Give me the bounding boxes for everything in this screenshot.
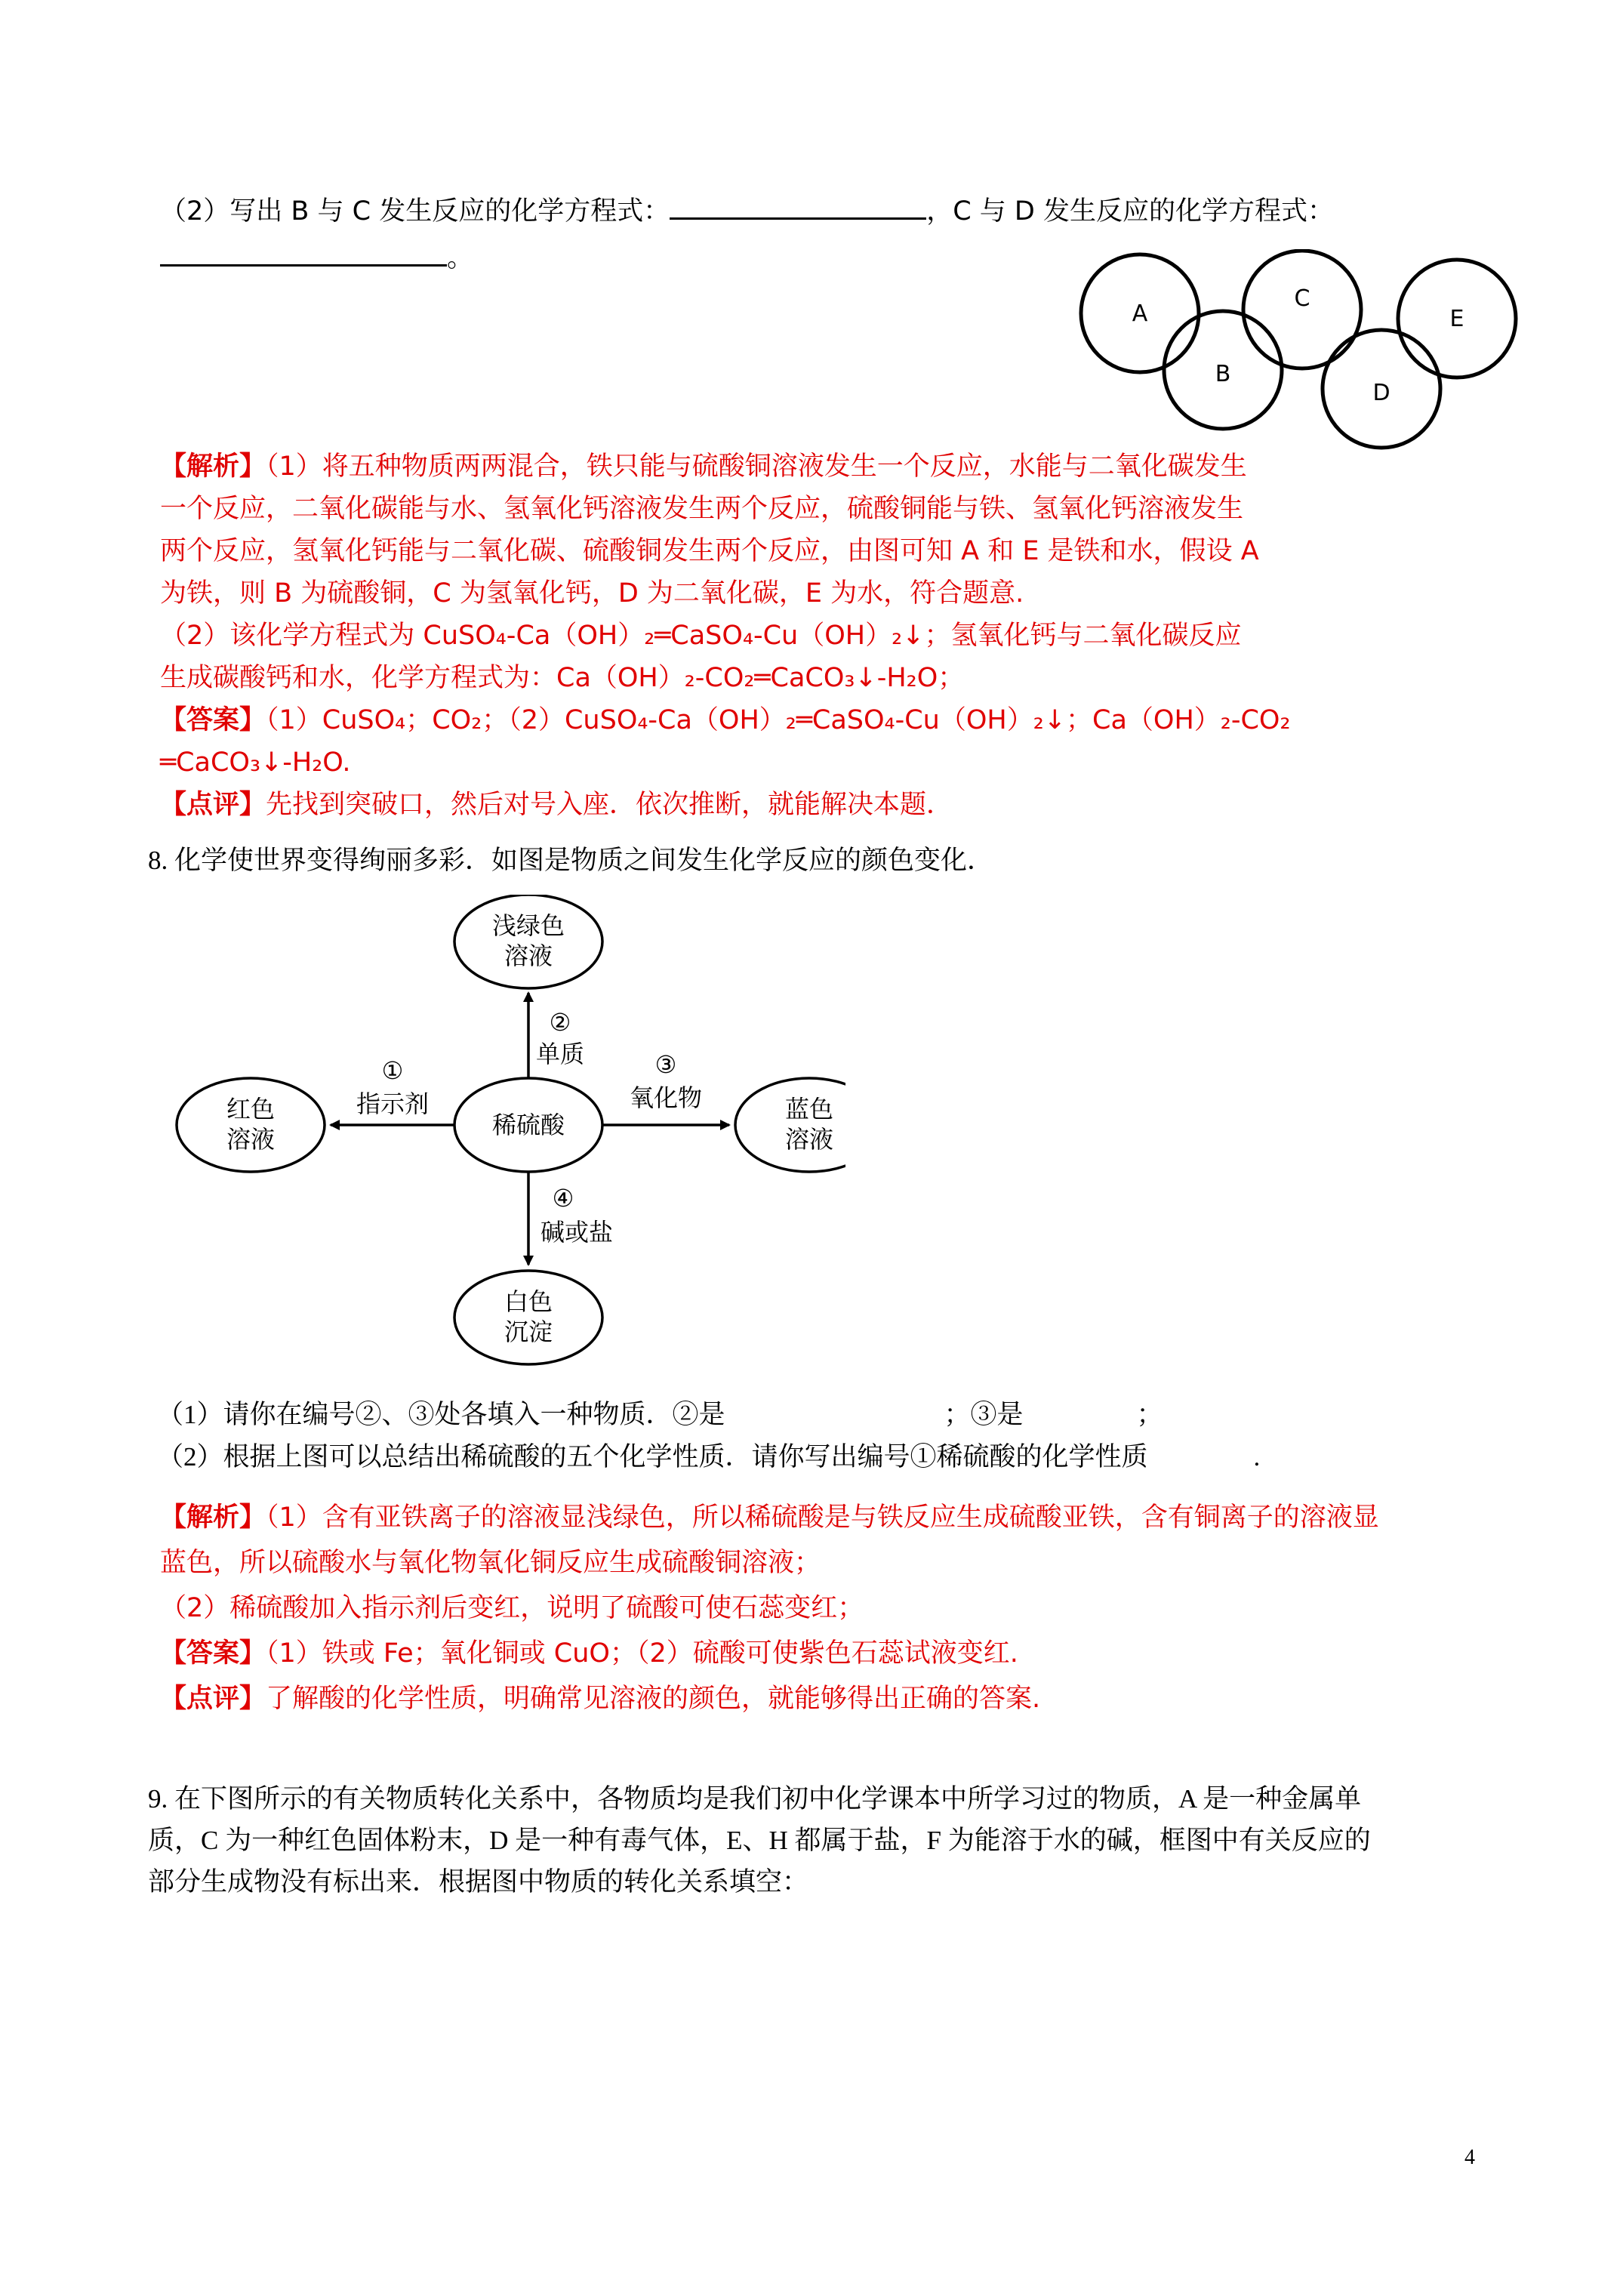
node-bottom-line1: 白色 xyxy=(504,1287,553,1316)
arrow4-label: 碱或盐 xyxy=(540,1218,614,1247)
arrow2-label: 单质 xyxy=(535,1040,585,1068)
arrow1-label: 指示剂 xyxy=(356,1089,430,1118)
analysis7-block xyxy=(160,445,1290,826)
arrow1-number: ① xyxy=(381,1056,404,1085)
node-right-line2: 溶液 xyxy=(784,1125,834,1154)
analysis8-line1: （1）含有亚铁离子的溶液显浅绿色，所以稀硫酸是与铁反应生成硫酸亚铁，含有铜离子的溶液显 xyxy=(266,1502,1379,1533)
analysis7-line5: （2）该化学方程式为 CuSO₄-Ca（OH）₂═CaSO₄-Cu（OH）₂↓；氢氧化钙与二氧化碳反应 xyxy=(160,621,1242,651)
q7-part2-text-a: （2）写出 B 与 C 发生反应的化学方程式： xyxy=(160,196,670,227)
analysis7-line1: （1）将五种物质两两混合，铁只能与硫酸铜溶液发生一个反应，水能与二氧化碳发生 xyxy=(266,451,1247,482)
answer7-line2: ═CaCO₃↓-H₂O. xyxy=(160,747,351,778)
arrow4-number: ④ xyxy=(552,1184,574,1213)
q9-line3: 部分生成物没有标出来．根据图中物质的转化关系填空： xyxy=(148,1867,809,1897)
ring-label-c: C xyxy=(1294,285,1310,312)
comment8-text: 了解酸的化学性质，明确常见溶液的颜色，就能够得出正确的答案. xyxy=(266,1684,1041,1714)
node-left-line2: 溶液 xyxy=(226,1125,276,1154)
analysis8-tag: 【解析】 xyxy=(160,1502,266,1533)
answer7-tag: 【答案】 xyxy=(160,705,266,735)
answer8-text: （1）铁或 Fe；氧化铜或 CuO；（2）硫酸可使紫色石蕊试液变红. xyxy=(266,1638,1018,1669)
q7-part2-line xyxy=(160,193,1334,230)
q7-part2-end: 。 xyxy=(447,243,474,273)
comment8-tag: 【点评】 xyxy=(160,1684,266,1714)
analysis7-line3: 两个反应，氢氧化钙能与二氧化碳、硫酸铜发生两个反应，由图可知 A 和 E 是铁和水，假设 A xyxy=(160,536,1259,566)
node-center-label: 稀硫酸 xyxy=(491,1111,565,1139)
q8-sub1-text-c: ； xyxy=(1136,1400,1163,1429)
page-number: 4 xyxy=(1464,2146,1475,2169)
q8-flow-diagram xyxy=(166,895,845,1370)
arrow2-number: ② xyxy=(549,1008,571,1037)
answer7-line1: （1）CuSO₄；CO₂；（2）CuSO₄-Ca（OH）₂═CaSO₄-Cu（OH）₂↓；Ca（OH）₂-CO₂ xyxy=(266,705,1291,735)
analysis8-line3: （2）稀硫酸加入指示剂后变红，说明了硫酸可使石蕊变红； xyxy=(160,1593,864,1623)
rings-diagram xyxy=(1072,249,1525,453)
analysis8-line2: 蓝色，所以硫酸水与氧化物氧化铜反应生成硫酸铜溶液； xyxy=(160,1548,821,1578)
comment7-tag: 【点评】 xyxy=(160,790,266,820)
answer-blank[interactable] xyxy=(670,213,926,220)
q9-block xyxy=(148,1778,1371,1903)
node-left-line1: 红色 xyxy=(226,1095,276,1123)
q7-part2-text-b: ，C 与 D 发生反应的化学方程式： xyxy=(926,196,1335,227)
node-bottom-line2: 沉淀 xyxy=(504,1318,553,1346)
analysis7-tag: 【解析】 xyxy=(160,451,266,482)
q8-sub2 xyxy=(157,1439,1260,1475)
analysis7-line2: 一个反应，二氧化碳能与水、氢氧化钙溶液发生两个反应，硫酸铜能与铁、氢氧化钙溶液发生 xyxy=(160,494,1244,524)
arrow3-number: ③ xyxy=(654,1050,677,1079)
arrow3-label: 氧化物 xyxy=(629,1083,703,1112)
node-top-line2: 溶液 xyxy=(504,942,553,970)
ring-label-a: A xyxy=(1132,300,1148,327)
q9-line2: 质，C 为一种红色固体粉末，D 是一种有毒气体，E、H 都属于盐，F 为能溶于水的碱，框图中有关反应的 xyxy=(148,1826,1371,1855)
q8-sub2-text-b: . xyxy=(1253,1442,1261,1472)
ring-label-b: B xyxy=(1215,361,1231,387)
q8-sub1 xyxy=(157,1397,1163,1433)
answer8-tag: 【答案】 xyxy=(160,1638,266,1669)
analysis7-line4: 为铁，则 B 为硫酸铜，C 为氢氧化钙，D 为二氧化碳，E 为水，符合题意. xyxy=(160,578,1024,609)
node-top-line1: 浅绿色 xyxy=(491,911,565,940)
ring-label-d: D xyxy=(1372,380,1390,406)
q8-sub2-text-a: （2）根据上图可以总结出稀硫酸的五个化学性质．请你写出编号①稀硫酸的化学性质 xyxy=(157,1442,1148,1472)
analysis7-line6: 生成碳酸钙和水，化学方程式为：Ca（OH）₂-CO₂═CaCO₃↓-H₂O； xyxy=(160,663,965,693)
q7-part2-line2 xyxy=(160,240,473,276)
q9-line1: 9. 在下图所示的有关物质转化关系中，各物质均是我们初中化学课本中所学习过的物质，A 是一种金属单 xyxy=(148,1784,1362,1814)
q8-stem: 8. 化学使世界变得绚丽多彩．如图是物质之间发生化学反应的颜色变化． xyxy=(148,846,994,875)
node-right-line1: 蓝色 xyxy=(784,1095,834,1123)
q8-sub1-text-b: ；③是 xyxy=(944,1400,1024,1429)
ring-label-e: E xyxy=(1449,306,1464,332)
comment7-text: 先找到突破口，然后对号入座．依次推断，就能解决本题． xyxy=(266,790,953,820)
answer-blank[interactable] xyxy=(160,260,447,267)
q8-sub1-text-a: （1）请你在编号②、③处各填入一种物质．②是 xyxy=(157,1400,725,1429)
analysis8-block xyxy=(160,1495,1379,1721)
